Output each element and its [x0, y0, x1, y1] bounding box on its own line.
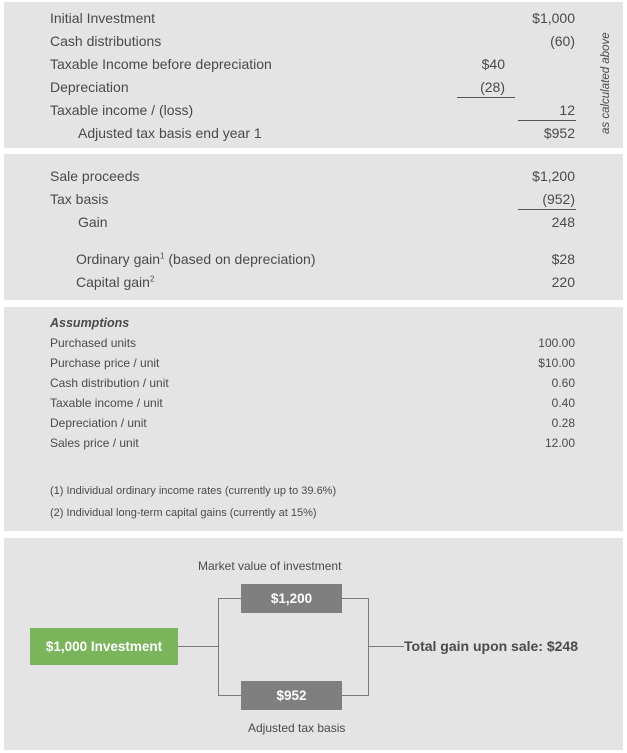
gain-panel	[4, 154, 623, 300]
row-value: 220	[551, 274, 575, 290]
row-label: Cash distributions	[50, 33, 162, 49]
row-label: Initial Investment	[50, 10, 156, 26]
row-label-suffix: (based on depreciation)	[164, 251, 316, 267]
subtotal-rule	[518, 209, 576, 210]
row-value: (60)	[550, 33, 575, 49]
assumption-label: Depreciation / unit	[50, 416, 147, 430]
adjusted-basis-caption: Adjusted tax basis	[248, 721, 346, 735]
row-value: $952	[543, 125, 575, 141]
assumption-label: Cash distribution / unit	[50, 376, 169, 390]
tax-basis-box: $952	[241, 681, 342, 710]
subtotal-rule	[518, 120, 576, 121]
connector-line	[218, 695, 242, 696]
subtotal-rule	[457, 97, 515, 98]
footnote: (1) Individual ordinary income rates (currently up to 39.6%)	[50, 485, 337, 497]
row-value: (952)	[542, 191, 575, 207]
gain-diagram-panel	[4, 538, 623, 750]
assumption-value: 0.60	[551, 376, 575, 390]
side-note: as calculated above	[600, 32, 612, 134]
ordinary-gain-label	[76, 251, 316, 267]
total-gain-label: Total gain upon sale: $248	[404, 638, 579, 654]
market-value-caption: Market value of investment	[198, 559, 342, 573]
row-mid-value: $40	[481, 56, 505, 72]
footnote: (2) Individual long-term capital gains (currently at 15%)	[50, 507, 317, 519]
assumption-value: $10.00	[538, 356, 575, 370]
connector-line	[342, 695, 369, 696]
assumptions-title: Assumptions	[50, 316, 130, 330]
row-label: Taxable income / (loss)	[50, 102, 194, 118]
assumption-value: 0.40	[551, 396, 575, 410]
assumption-label: Sales price / unit	[50, 436, 139, 450]
row-label: Tax basis	[50, 191, 109, 207]
row-value: $1,000	[532, 10, 575, 26]
assumptions-panel	[4, 307, 623, 531]
connector-line	[368, 646, 404, 647]
row-label: Depreciation	[50, 79, 129, 95]
footnote-ref: 2	[149, 274, 155, 284]
connector-line	[178, 646, 219, 647]
assumption-label: Taxable income / unit	[50, 396, 163, 410]
row-value: 248	[551, 214, 575, 230]
row-label: Adjusted tax basis end year 1	[78, 125, 262, 141]
assumption-value: 0.28	[551, 416, 575, 430]
row-label: Capital gain	[76, 274, 150, 290]
market-value-box: $1,200	[241, 584, 342, 613]
assumption-value: 12.00	[544, 436, 575, 450]
connector-line	[342, 598, 369, 599]
assumption-value: 100.00	[538, 336, 575, 350]
row-label: Gain	[78, 214, 108, 230]
cost-basis-panel	[4, 2, 623, 148]
footnote-ref: 1	[160, 251, 165, 261]
row-label: Ordinary gain	[76, 251, 161, 267]
row-label: Taxable Income before depreciation	[50, 56, 272, 72]
connector-line	[218, 598, 242, 599]
connector-line	[218, 598, 219, 696]
row-value: $1,200	[532, 168, 575, 184]
investment-box: $1,000 Investment	[30, 628, 178, 665]
row-label: Sale proceeds	[50, 168, 140, 184]
row-value: 12	[559, 102, 575, 118]
assumption-label: Purchase price / unit	[50, 356, 160, 370]
capital-gain-label	[76, 274, 154, 290]
row-value: $28	[551, 251, 575, 267]
connector-line	[368, 598, 369, 696]
assumption-label: Purchased units	[50, 336, 137, 350]
row-mid-value: (28)	[480, 79, 505, 95]
